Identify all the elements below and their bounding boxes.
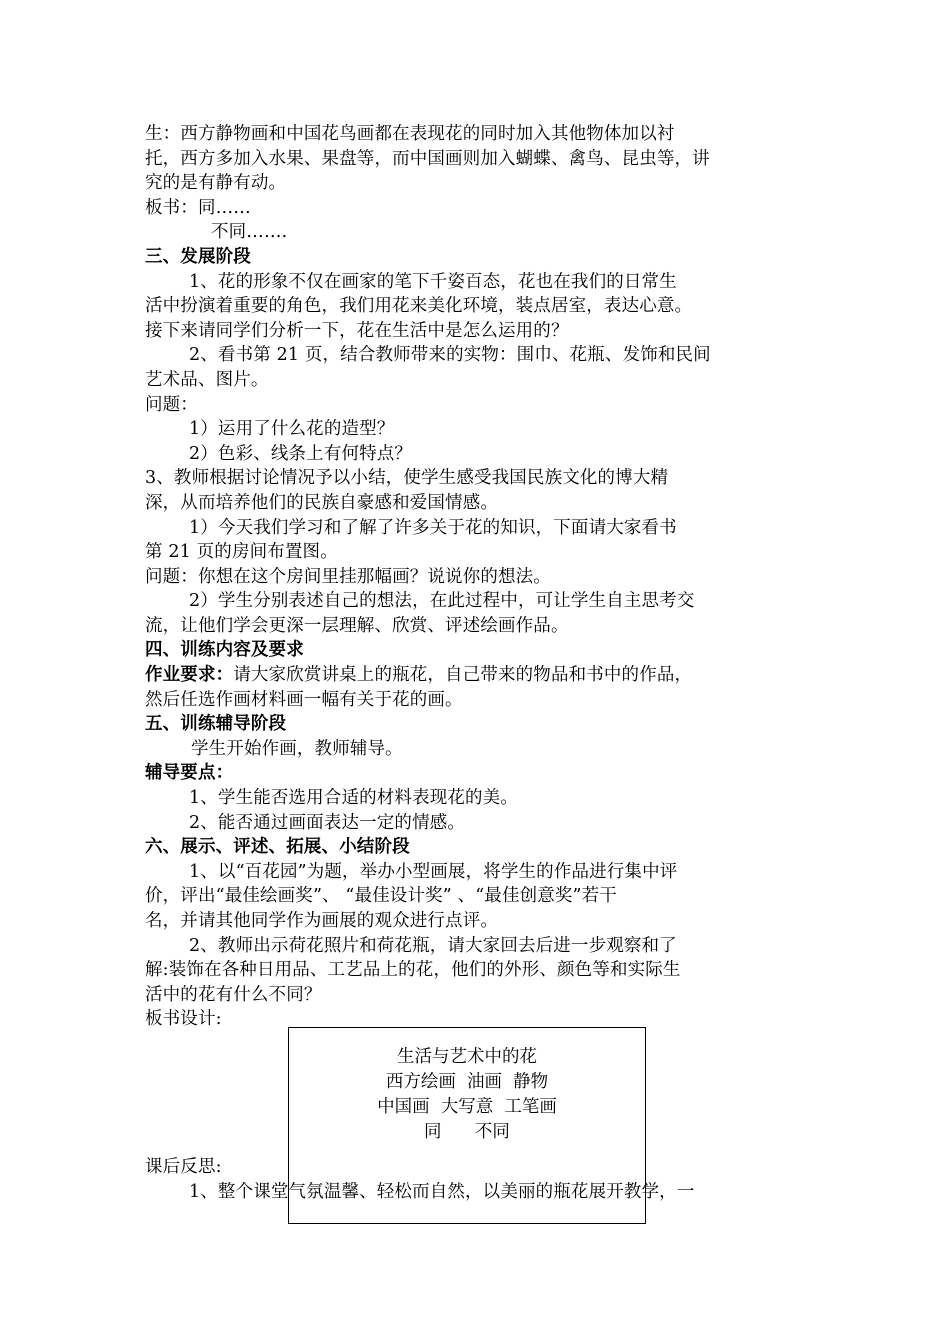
text-line: 名，并请其他同学作为画展的观众进行点评。: [145, 911, 498, 931]
text-line: 1、花的形象不仅在画家的笔下千姿百态，花也在我们的日常生: [189, 271, 677, 292]
text-line: 辅导要点：: [145, 763, 234, 784]
text-line: 2、能否通过画面表达一定的情感。: [189, 812, 466, 833]
text-line: 2）学生分别表述自己的想法，在此过程中，可让学生自主思考交: [189, 591, 695, 612]
board-title: 生活与艺术中的花: [397, 1047, 537, 1067]
blackboard-design-box: [288, 1027, 646, 1224]
text-line: 问题：你想在这个房间里挂那幅画？说说你的想法。: [145, 566, 551, 587]
text-line: 板书：同……: [145, 197, 251, 218]
text-line: 第 21 页的房间布置图。: [145, 542, 338, 563]
text-line: 托，西方多加入水果、果盘等，而中国画则加入蝴蝶、禽鸟、昆虫等，讲: [145, 148, 710, 169]
text-line: 五、训练辅导阶段: [145, 714, 287, 735]
text-line: 四、训练内容及要求: [145, 640, 304, 661]
text-line: 课后反思:: [145, 1156, 222, 1177]
text-line: 3、教师根据讨论情况予以小结，使学生感受我国民族文化的博大精: [145, 468, 669, 489]
text-line: 生：西方静物画和中国花鸟画都在表现花的同时加入其他物体加以衬: [145, 124, 675, 144]
board-row-chinese: 中国画 大写意 工笔画: [377, 1097, 557, 1117]
text-line: 不同…….: [211, 222, 288, 243]
text-line: 1）今天我们学习和了解了许多关于花的知识，下面请大家看书: [189, 517, 677, 538]
text-line: 1、以“百花园”为题，举办小型画展，将学生的作品进行集中评: [189, 861, 678, 882]
text-line: 2、看书第 21 页，结合教师带来的实物：围巾、花瓶、发饰和民间: [189, 345, 711, 366]
text-line: 流，让他们学会更深一层理解、欣赏、评述绘画作品。: [145, 615, 569, 636]
text-line: 1）运用了什么花的造型？: [189, 419, 395, 440]
text-line: 学生开始作画，教师辅导。: [191, 738, 403, 759]
text-line: 1、学生能否选用合适的材料表现花的美。: [189, 788, 518, 809]
text-line: 接下来请同学们分析一下，花在生活中是怎么运用的？: [145, 320, 569, 341]
text-line: 解:装饰在各种日用品、工艺品上的花，他们的外形、颜色等和实际生: [145, 960, 681, 981]
text-line: 1、整个课堂气氛温馨、轻松而自然，以美丽的瓶花展开教学，一: [189, 1181, 695, 1202]
text-line: 活中的花有什么不同？: [145, 984, 322, 1005]
text-line: 活中扮演着重要的角色，我们用花来美化环境，装点居室，表达心意。: [145, 296, 693, 317]
text-line: 板书设计:: [145, 1009, 222, 1030]
board-row-compare: 同 不同: [424, 1122, 510, 1142]
text-line: 三、发展阶段: [145, 246, 251, 267]
board-row-western: 西方绘画 油画 静物: [385, 1072, 549, 1092]
text-line: 艺术品、图片。: [145, 369, 269, 390]
text-line: [145, 663, 817, 688]
text-line: 究的是有静有动。: [145, 173, 287, 194]
text-line: 六、展示、评述、拓展、小结阶段: [145, 837, 410, 858]
label-bold: 作业要求：: [145, 665, 234, 686]
text-line: 问题：: [145, 394, 198, 415]
text-line: 价，评出“最佳绘画奖”、 “最佳设计奖” 、“最佳创意奖”若干: [145, 886, 617, 907]
text-line: 2）色彩、线条上有何特点？: [189, 443, 413, 464]
text-line: 深，从而培养他们的民族自豪感和爱国情感。: [145, 492, 498, 513]
text-line: 然后任选作画材料画一幅有关于花的画。: [145, 689, 463, 710]
text-line: 2、教师出示荷花照片和荷花瓶，请大家回去后进一步观察和了: [189, 935, 677, 956]
label-rest: 请大家欣赏讲桌上的瓶花，自己带来的物品和书中的作品，: [233, 665, 693, 686]
